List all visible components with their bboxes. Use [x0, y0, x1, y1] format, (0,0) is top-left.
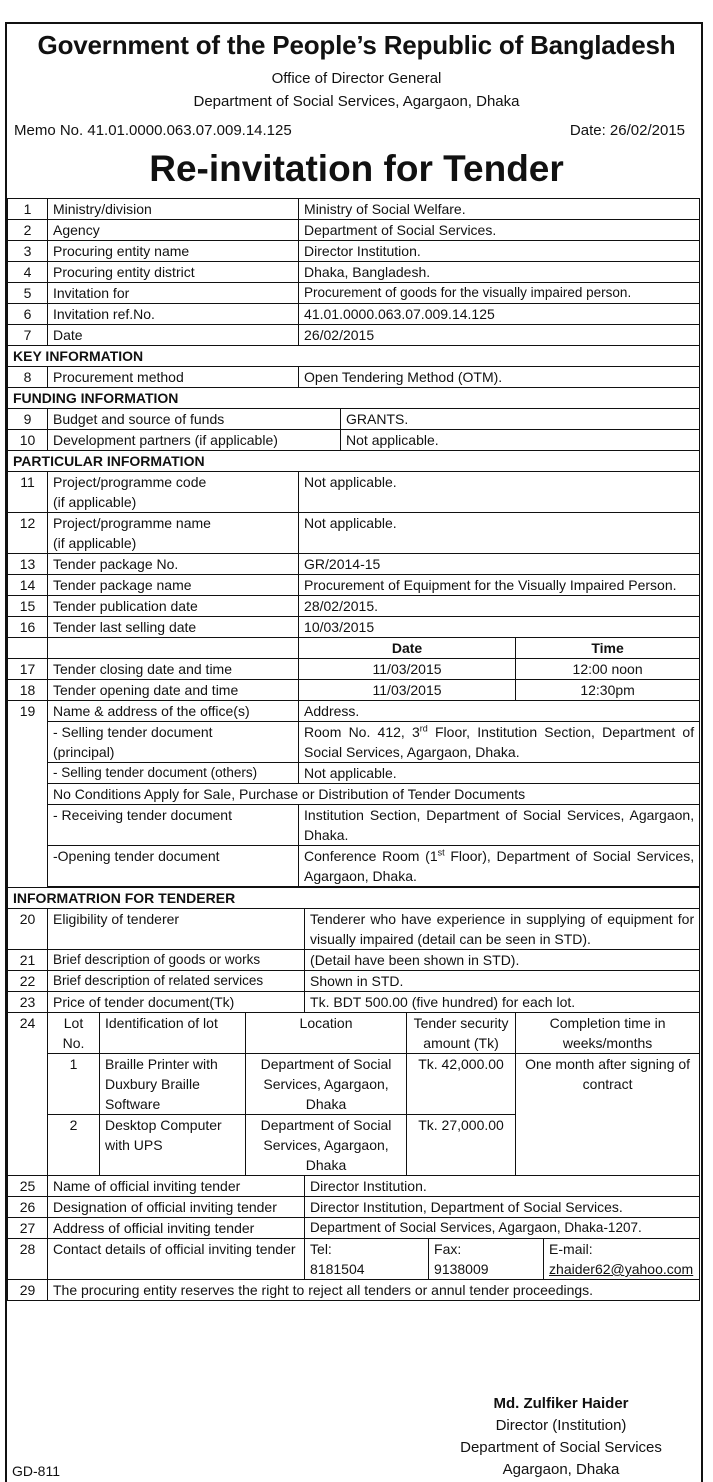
- row-label: Name & address of the office(s): [48, 701, 299, 722]
- row-label: Tender closing date and time: [48, 659, 299, 680]
- value-text: Conference Room (1: [304, 848, 438, 864]
- row-label: - Receiving tender document: [48, 805, 299, 846]
- section-heading: INFORMATRION FOR TENDERER: [8, 888, 700, 909]
- closing-date: 11/03/2015: [299, 659, 516, 680]
- signatory-name: Md. Zulfiker Haider: [493, 1395, 629, 1412]
- table-row: [8, 909, 700, 950]
- label-line: - Selling tender document: [53, 724, 213, 740]
- table-row: [8, 472, 700, 513]
- row-label: [48, 513, 299, 554]
- row-number: 27: [8, 1218, 48, 1239]
- row-number: 16: [8, 617, 48, 638]
- table-row: [8, 430, 700, 451]
- row-label: Designation of official inviting tender: [48, 1197, 305, 1218]
- row-label: Address of official inviting tender: [48, 1218, 305, 1239]
- signatory-department: Department of Social Services: [460, 1439, 662, 1456]
- row-number: 17: [8, 659, 48, 680]
- opening-time: 12:30pm: [516, 680, 700, 701]
- row-label: Eligibility of tenderer: [48, 909, 305, 950]
- row-value: Not applicable.: [299, 513, 700, 554]
- row-number: 19: [8, 701, 48, 888]
- completion-header: Completion time in weeks/months: [516, 1013, 700, 1054]
- row-label: Tender opening date and time: [48, 680, 299, 701]
- table-row: [8, 638, 700, 659]
- section-heading: KEY INFORMATION: [8, 346, 700, 367]
- closing-time: 12:00 noon: [516, 659, 700, 680]
- label-line: (if applicable): [53, 535, 137, 551]
- table-row: [8, 763, 700, 784]
- signatory-designation: Director (Institution): [495, 1417, 627, 1434]
- row-value: GR/2014-15: [299, 554, 700, 575]
- row-label: -Opening tender document: [48, 846, 299, 887]
- lot-security: Tk. 27,000.00: [407, 1115, 516, 1176]
- table-row: [8, 1239, 700, 1280]
- row-number: 28: [8, 1239, 48, 1280]
- lot-number: 2: [48, 1115, 100, 1176]
- table-row: [8, 846, 700, 887]
- table-row: [8, 554, 700, 575]
- row-value: Not applicable.: [299, 763, 700, 784]
- tel-value: 8181504: [310, 1261, 365, 1277]
- table-row: [8, 513, 700, 554]
- table-row: [8, 304, 700, 325]
- row-number: 25: [8, 1176, 48, 1197]
- conditions-note: No Conditions Apply for Sale, Purchase or Distribution of Tender Documents: [48, 784, 700, 805]
- row-label: Date: [48, 325, 299, 346]
- row-value: 26/02/2015: [299, 325, 700, 346]
- row-value: Procurement of goods for the visually impaired person.: [299, 283, 700, 304]
- location-header: Location: [246, 1013, 407, 1054]
- label-line: Project/programme name: [53, 515, 211, 531]
- row-number: 5: [8, 283, 48, 304]
- row-value: Open Tendering Method (OTM).: [299, 367, 700, 388]
- footer-code: GD-811: [12, 1463, 60, 1479]
- row-value: Department of Social Services, Agargaon, Dhaka-1207.: [305, 1218, 700, 1239]
- row-number: 1: [8, 199, 48, 220]
- table-row: [8, 1197, 700, 1218]
- table-row: [8, 283, 700, 304]
- lot-security: Tk. 42,000.00: [407, 1054, 516, 1115]
- memo-number: Memo No. 41.01.0000.063.07.009.14.125: [14, 122, 292, 139]
- value-superscript: st: [437, 847, 445, 858]
- lot-header-row: [8, 1013, 700, 1054]
- lot-identification: Braille Printer with Duxbury Braille Software: [100, 1054, 246, 1115]
- row-label: Ministry/division: [48, 199, 299, 220]
- row-number: 10: [8, 430, 48, 451]
- row-number: 20: [8, 909, 48, 950]
- table-row: [8, 325, 700, 346]
- security-header: Tender security amount (Tk): [407, 1013, 516, 1054]
- row-number: 6: [8, 304, 48, 325]
- row-number: 13: [8, 554, 48, 575]
- row-label: Procuring entity district: [48, 262, 299, 283]
- row-label: Name of official inviting tender: [48, 1176, 305, 1197]
- lot-location: Department of Social Services, Agargaon, Dhaka: [246, 1115, 407, 1176]
- row-value: Procurement of Equipment for the Visually Impaired Person.: [299, 575, 700, 596]
- label-line: (if applicable): [53, 494, 137, 510]
- email-link[interactable]: zhaider62@yahoo.com: [549, 1261, 694, 1277]
- row-number: 4: [8, 262, 48, 283]
- row-value: Director Institution.: [305, 1176, 700, 1197]
- memo-date: Date: 26/02/2015: [569, 122, 685, 139]
- department-line: Department of Social Services, Agargaon, Dhaka: [193, 93, 520, 110]
- page-title: Re-invitation for Tender: [149, 148, 564, 189]
- row-label: Tender publication date: [48, 596, 299, 617]
- time-column-header: Time: [516, 638, 700, 659]
- email-cell: [544, 1239, 700, 1280]
- lot-number: 1: [48, 1054, 100, 1115]
- row-value: Dhaka, Bangladesh.: [299, 262, 700, 283]
- row-label: [48, 722, 299, 763]
- row-label: Development partners (if applicable): [48, 430, 341, 451]
- section-row: [8, 888, 700, 909]
- row-value: Address.: [299, 701, 700, 722]
- row-number: 12: [8, 513, 48, 554]
- row-number: 2: [8, 220, 48, 241]
- identification-header: Identification of lot: [100, 1013, 246, 1054]
- label-line: (principal): [53, 744, 115, 760]
- table-row: [8, 680, 700, 701]
- row-value: Institution Section, Department of Social Services, Agargaon, Dhaka.: [299, 805, 700, 846]
- row-value: 10/03/2015: [299, 617, 700, 638]
- fax-cell: [429, 1239, 544, 1280]
- value-text: Floor, Institution Section, Department of Social Services, Agargaon, Dhaka.: [304, 724, 695, 760]
- row-label: [48, 472, 299, 513]
- row-value: Shown in STD.: [305, 971, 700, 992]
- value-text: Room No. 412, 3: [304, 724, 420, 740]
- row-label: Tender last selling date: [48, 617, 299, 638]
- lot-row: [8, 1054, 700, 1115]
- table-row: [8, 805, 700, 846]
- table-row: [8, 367, 700, 388]
- row-number: 29: [8, 1280, 48, 1301]
- row-number: 21: [8, 950, 48, 971]
- row-number: 3: [8, 241, 48, 262]
- row-label: Tender package No.: [48, 554, 299, 575]
- section-heading: PARTICULAR INFORMATION: [8, 451, 700, 472]
- fax-value: 9138009: [434, 1261, 489, 1277]
- section-row: [8, 451, 700, 472]
- table-row: [8, 1218, 700, 1239]
- row-value: Department of Social Services.: [299, 220, 700, 241]
- table-row: [8, 596, 700, 617]
- lot-location: Department of Social Services, Agargaon, Dhaka: [246, 1054, 407, 1115]
- section-row: [8, 388, 700, 409]
- row-number: 14: [8, 575, 48, 596]
- lot-no-header: Lot No.: [48, 1013, 100, 1054]
- table-row: [8, 992, 700, 1013]
- row-label: Contact details of official inviting tender: [48, 1239, 305, 1280]
- row-value: 41.01.0000.063.07.009.14.125: [299, 304, 700, 325]
- table-row: [8, 241, 700, 262]
- email-label: E-mail:: [549, 1241, 593, 1257]
- table-row: [8, 1176, 700, 1197]
- row-value: Tk. BDT 500.00 (five hundred) for each lot.: [305, 992, 700, 1013]
- completion-time: One month after signing of contract: [516, 1054, 700, 1176]
- row-number: 24: [8, 1013, 48, 1176]
- row-number: 8: [8, 367, 48, 388]
- table-row: [8, 617, 700, 638]
- table-row: [8, 722, 700, 763]
- row-value: (Detail have been shown in STD).: [305, 950, 700, 971]
- table-row: [8, 701, 700, 722]
- date-column-header: Date: [299, 638, 516, 659]
- row-value: GRANTS.: [341, 409, 700, 430]
- row-number: 18: [8, 680, 48, 701]
- row-value: Director Institution, Department of Social Services.: [305, 1197, 700, 1218]
- row-label: Budget and source of funds: [48, 409, 341, 430]
- row-value: 28/02/2015.: [299, 596, 700, 617]
- row-label: Procurement method: [48, 367, 299, 388]
- table-row: [8, 950, 700, 971]
- value-text: Floor), Department of Social Services, Agargaon, Dhaka.: [304, 848, 695, 884]
- reservation-note: The procuring entity reserves the right to reject all tenders or annul tender proceedings.: [48, 1280, 700, 1301]
- table-row: [8, 784, 700, 805]
- table-row: [8, 1280, 700, 1301]
- label-line: Project/programme code: [53, 474, 207, 490]
- row-label: Brief description of related services: [48, 971, 305, 992]
- row-label: Brief description of goods or works: [48, 950, 305, 971]
- signatory-place: Agargaon, Dhaka: [502, 1461, 620, 1478]
- row-value: Not applicable.: [299, 472, 700, 513]
- section-heading: FUNDING INFORMATION: [8, 388, 700, 409]
- row-label: Invitation ref.No.: [48, 304, 299, 325]
- row-value: Director Institution.: [299, 241, 700, 262]
- row-value: Tenderer who have experience in supplying of equipment for visually impaired (detail can be seen in STD).: [305, 909, 700, 950]
- tel-cell: [305, 1239, 429, 1280]
- section-row: [8, 346, 700, 367]
- row-value: Not applicable.: [341, 430, 700, 451]
- lot-identification: Desktop Computer with UPS: [100, 1115, 246, 1176]
- row-number: 7: [8, 325, 48, 346]
- tel-label: Tel:: [310, 1241, 332, 1257]
- row-label: - Selling tender document (others): [48, 763, 299, 784]
- row-number: 9: [8, 409, 48, 430]
- row-number: 15: [8, 596, 48, 617]
- row-number: 23: [8, 992, 48, 1013]
- value-superscript: rd: [419, 723, 428, 734]
- fax-label: Fax:: [434, 1241, 462, 1257]
- table-row: [8, 575, 700, 596]
- row-label: Invitation for: [48, 283, 299, 304]
- table-row: [8, 220, 700, 241]
- opening-date: 11/03/2015: [299, 680, 516, 701]
- row-number: 26: [8, 1197, 48, 1218]
- row-value: [299, 722, 700, 763]
- government-heading: Government of the People’s Republic of Bangladesh: [37, 30, 676, 60]
- row-label: Price of tender document(Tk): [48, 992, 305, 1013]
- table-row: [8, 659, 700, 680]
- row-number: 22: [8, 971, 48, 992]
- row-value: Ministry of Social Welfare.: [299, 199, 700, 220]
- row-label: Procuring entity name: [48, 241, 299, 262]
- table-row: [8, 262, 700, 283]
- table-row: [8, 409, 700, 430]
- table-row: [8, 199, 700, 220]
- row-label: Agency: [48, 220, 299, 241]
- table-row: [8, 971, 700, 992]
- row-value: [299, 846, 700, 887]
- row-number: 11: [8, 472, 48, 513]
- row-label: Tender package name: [48, 575, 299, 596]
- office-line: Office of Director General: [271, 70, 442, 87]
- tender-table: [7, 198, 700, 1301]
